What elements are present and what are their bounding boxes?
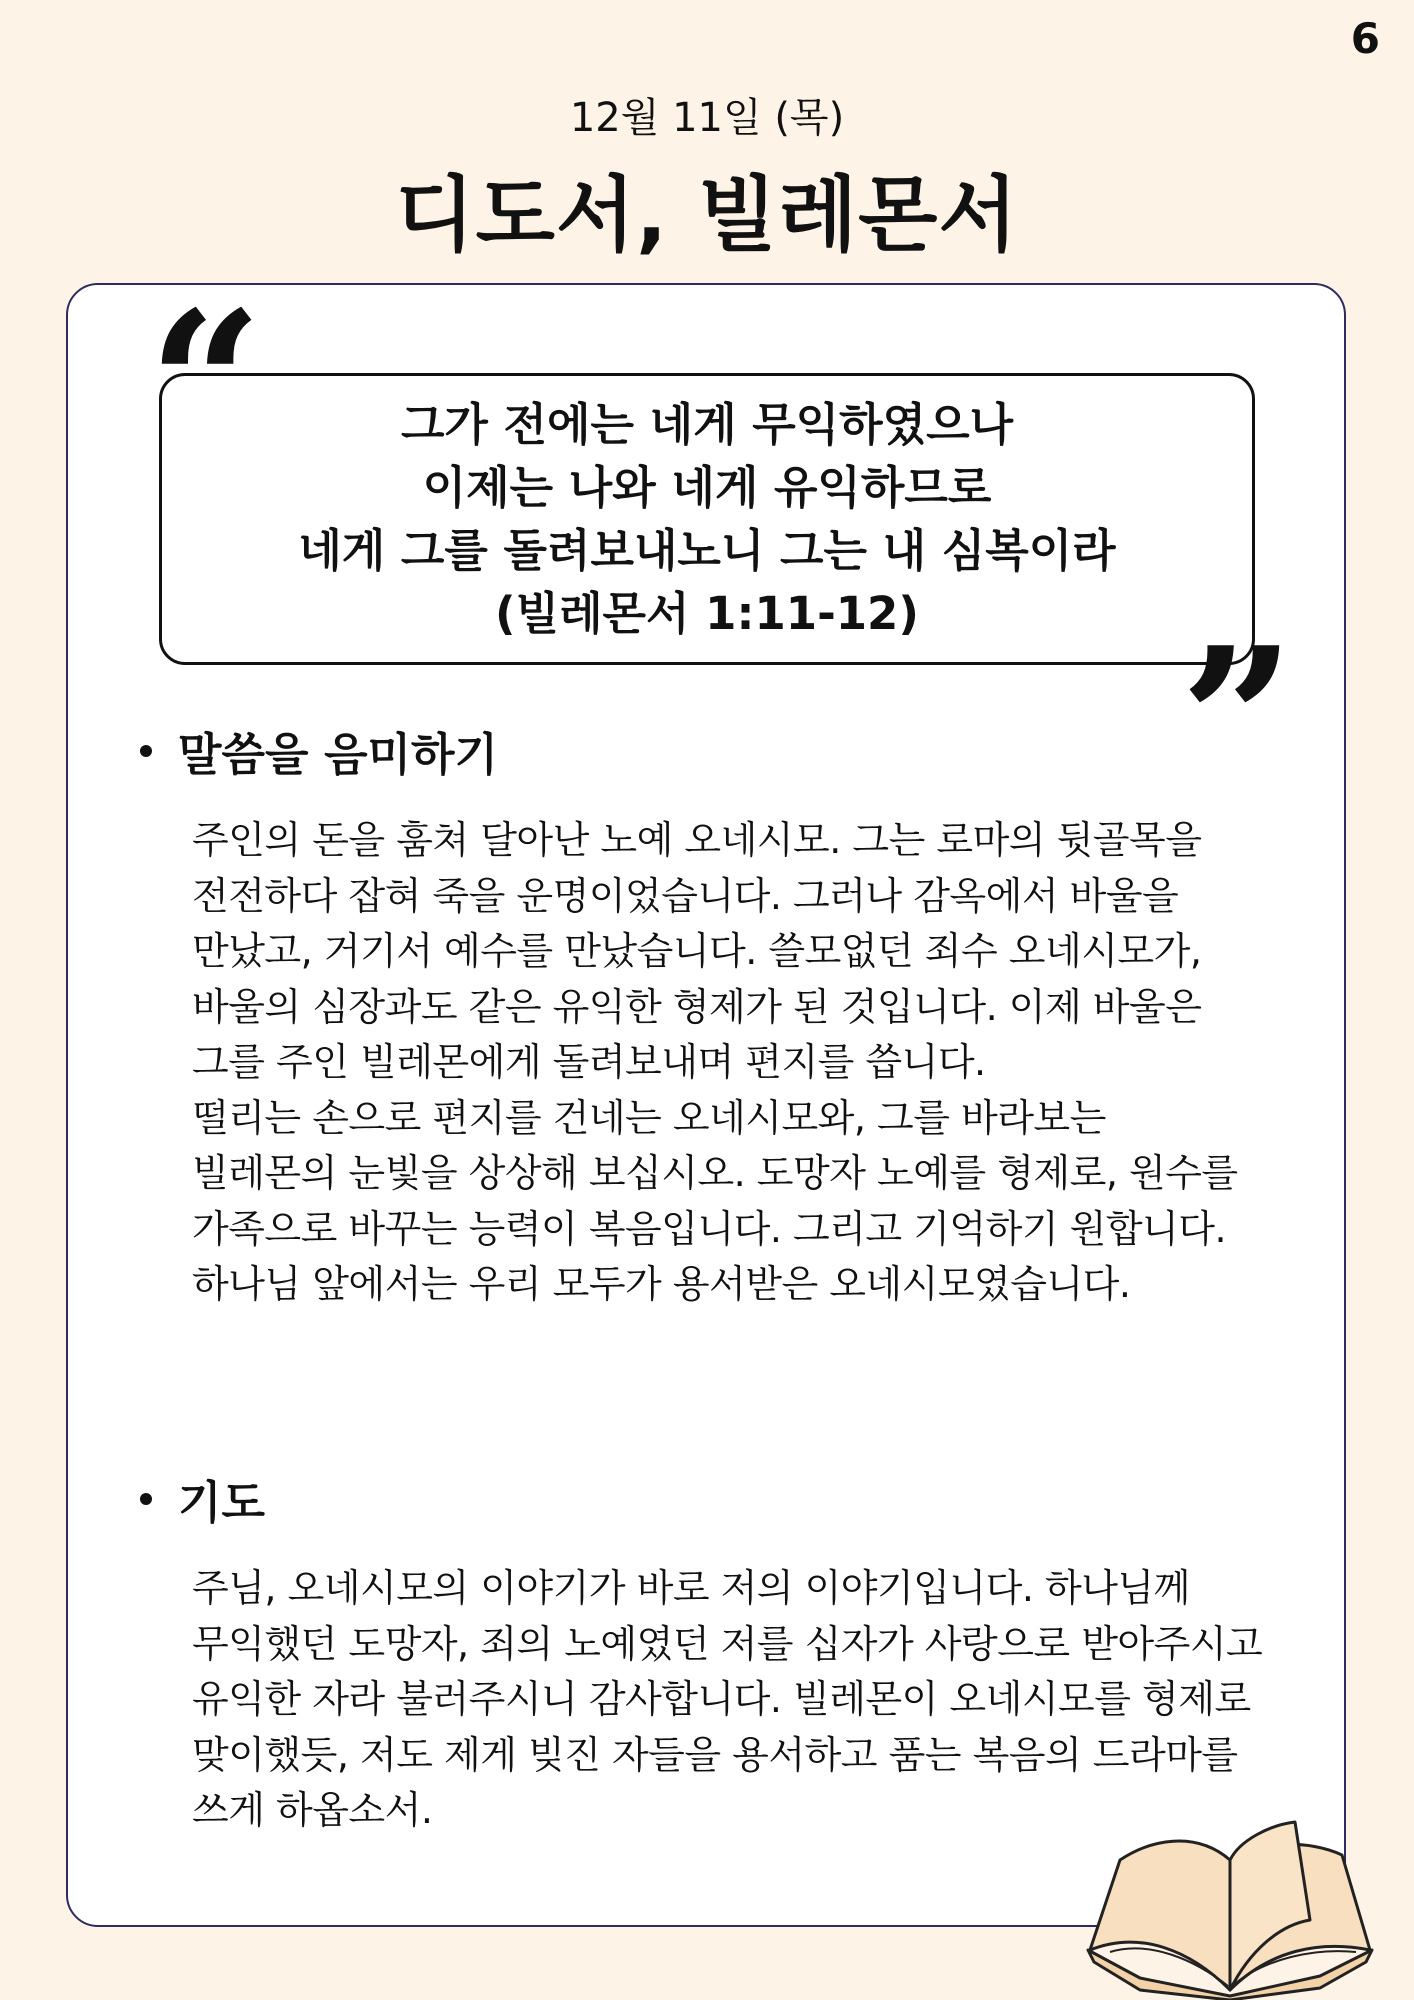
quote-line: 네게 그를 돌려보내노니 그는 내 심복이라 bbox=[298, 524, 1116, 577]
meditation-line: 전전하다 잡혀 죽을 운명이었습니다. 그러나 감옥에서 바울을 bbox=[192, 873, 1179, 918]
quote-reference: (빌레몬서 1:11-12) bbox=[495, 587, 919, 640]
prayer-line: 유익한 자라 불러주시니 감사합니다. 빌레몬이 오네시모를 형제로 bbox=[192, 1677, 1251, 1721]
meditation-line: 하나님 앞에서는 우리 모두가 용서받은 오네시모였습니다. bbox=[192, 1262, 1131, 1306]
meditation-body bbox=[192, 813, 1300, 1313]
meditation-line: 그를 주인 빌레몬에게 돌려보내며 편지를 씁니다. bbox=[192, 1040, 986, 1084]
prayer-heading-text: 기도 bbox=[178, 1476, 265, 1529]
quote-line: 그가 전에는 네게 무익하였으나 bbox=[400, 398, 1014, 451]
prayer-heading bbox=[140, 1466, 1300, 1531]
prayer-line: 주님, 오네시모의 이야기가 바로 저의 이야기입니다. 하나님께 bbox=[192, 1566, 1190, 1610]
meditation-line: 만났고, 거기서 예수를 만났습니다. 쓸모없던 죄수 오네시모가, bbox=[192, 929, 1202, 973]
close-quote-icon: ” bbox=[1180, 604, 1296, 839]
prayer-line: 쓰게 하옵소서. bbox=[192, 1788, 433, 1832]
meditation-line: 빌레몬의 눈빛을 상상해 보십시오. 도망자 노예를 형제로, 원수를 bbox=[192, 1151, 1238, 1195]
page-number: 6 bbox=[1350, 14, 1380, 63]
meditation-line: 주인의 돈을 훔쳐 달아난 노예 오네시모. 그는 로마의 뒷골목을 bbox=[192, 818, 1202, 862]
meditation-line: 가족으로 바꾸는 능력이 복음입니다. 그리고 기억하기 원합니다. bbox=[192, 1206, 1227, 1251]
quote-line: 이제는 나와 네게 유익하므로 bbox=[422, 461, 992, 514]
meditation-heading bbox=[140, 718, 1300, 783]
prayer-line: 무익했던 도망자, 죄의 노예였던 저를 십자가 사랑으로 받아주시고 bbox=[192, 1621, 1263, 1666]
meditation-heading-text: 말씀을 음미하기 bbox=[178, 728, 498, 781]
page-title: 디도서, 빌레몬서 bbox=[395, 168, 1019, 263]
open-book-icon bbox=[1080, 1800, 1380, 2000]
bible-quote bbox=[160, 393, 1254, 645]
bullet-icon bbox=[140, 1493, 152, 1505]
bullet-icon bbox=[140, 745, 152, 757]
prayer-body bbox=[192, 1561, 1300, 1839]
date-line: 12월 11일 (목) bbox=[569, 95, 845, 141]
meditation-line: 바울의 심장과도 같은 유익한 형제가 된 것입니다. 이제 바울은 bbox=[192, 984, 1202, 1029]
prayer-line: 맞이했듯, 저도 제게 빚진 자들을 용서하고 품는 복음의 드라마를 bbox=[192, 1732, 1238, 1777]
prayer-section bbox=[140, 1466, 1300, 1839]
meditation-section bbox=[140, 718, 1300, 1313]
open-quote-icon: “ bbox=[148, 268, 264, 503]
meditation-line: 떨리는 손으로 편지를 건네는 오네시모와, 그를 바라보는 bbox=[192, 1095, 1106, 1140]
